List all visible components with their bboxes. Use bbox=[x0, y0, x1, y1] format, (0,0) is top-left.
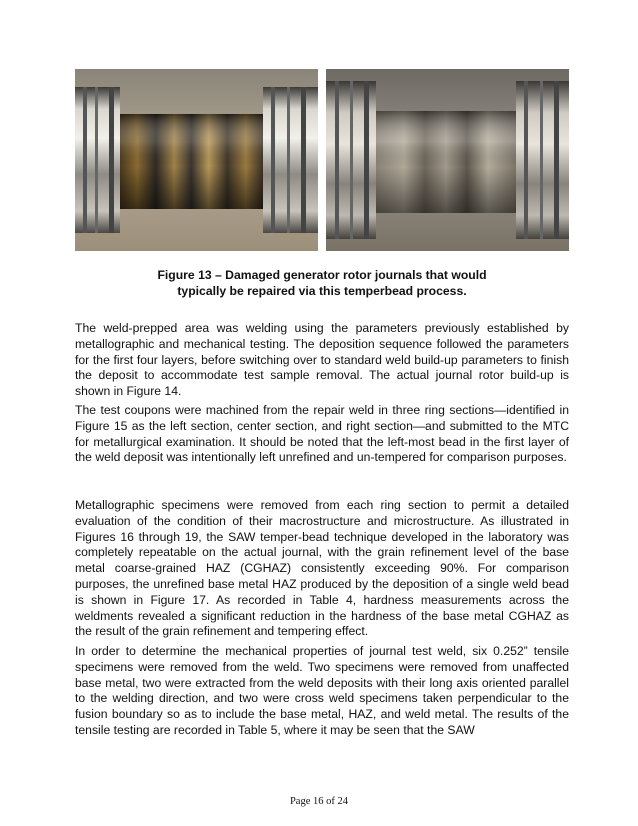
caption-line-1: Figure 13 – Damaged generator rotor journals that would bbox=[157, 268, 487, 282]
page-number: Page 16 of 24 bbox=[289, 796, 349, 807]
body-paragraph: The test coupons were machined from the repair weld in three ring sections—identified in Figure 15 as the left section, center section, and right section—and submitted to the MTC for metallurgical examination. It should be noted that the left-most bead in the first layer of the weld deposit was intentionally left unrefined and un-tempered for comparison purposes. bbox=[75, 403, 569, 465]
figure-caption bbox=[75, 267, 569, 299]
body-paragraph: In order to determine the mechanical properties of journal test weld, six 0.252” tensile specimens were removed from the weld. Two specimens were removed from unaffected base metal, two were extracted from the weld deposits with their long axis oriented parallel to the welding direction, and two were cross weld specimens taken perpendicular to the fusion boundary so as to include the base metal, HAZ, and weld metal. The results of the tensile testing are recorded in Table 5, where it may be seen that the SAW bbox=[75, 644, 569, 737]
figure-13-photos bbox=[75, 69, 569, 251]
caption-line-2: typically be repaired via this temperbead process. bbox=[177, 284, 467, 298]
body-paragraph: Metallographic specimens were removed from each ring section to permit a detailed evaluation of the condition of their macrostructure and microstructure. As illustrated in Figures 16 through 19, the SAW temper-bead technique developed in the laboratory was completely repeatable on the actual journal, with the grain refinement level of the base metal coarse-grained HAZ (CGHAZ) consistently exceeding 90%. For comparison purposes, the unrefined base metal HAZ produced by the deposition of a single weld bead is shown in Figure 17. As recorded in Table 4, hardness measurements across the weldments revealed a significant reduction in the hardness of the base metal CGHAZ as the result of the grain refinement and tempering effect. bbox=[75, 498, 569, 639]
rotor-journal-photo-right bbox=[326, 69, 569, 251]
rotor-journal-photo-left bbox=[75, 69, 318, 251]
body-paragraph: The weld-prepped area was welding using the parameters previously established by metallographic and mechanical testing. The deposition sequence followed the parameters for the first four layers, before switching over to standard weld build-up parameters to finish the deposit to accommodate test sample removal. The actual journal rotor build-up is shown in Figure 14. bbox=[75, 321, 569, 399]
